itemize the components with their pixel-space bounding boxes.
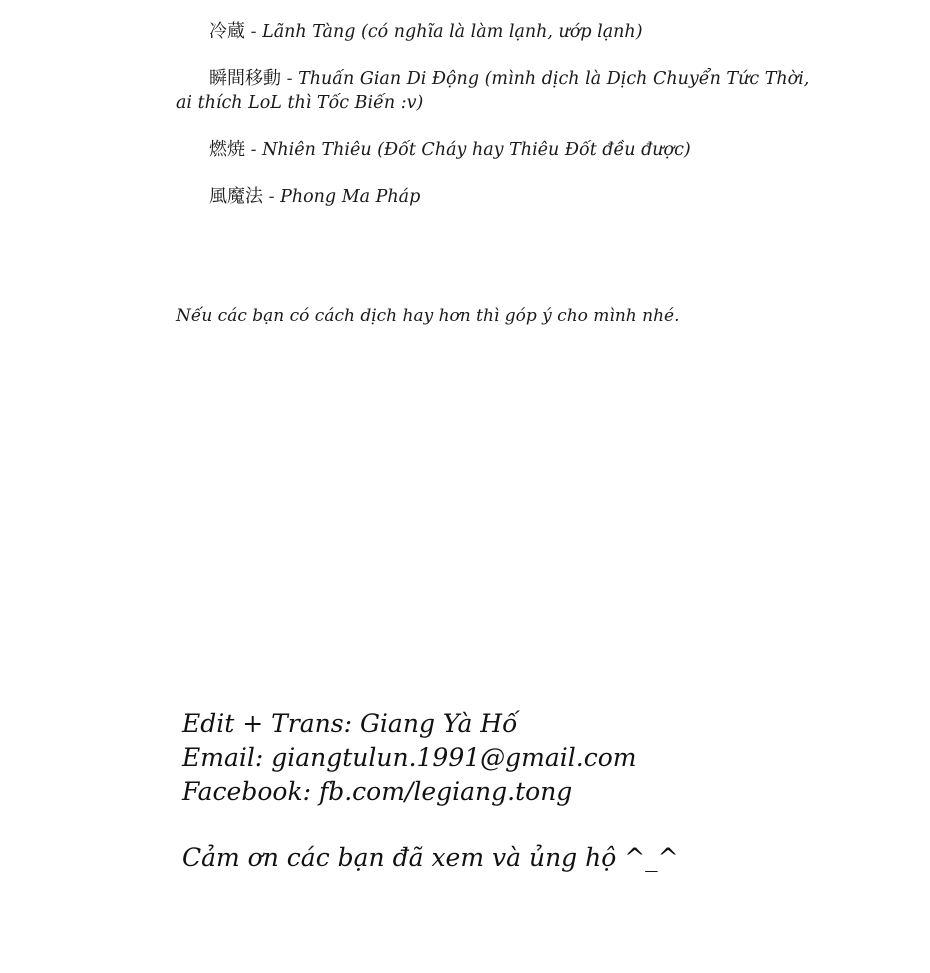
glossary-entry	[176, 138, 816, 162]
glossary-term: 瞬間移動	[209, 68, 281, 89]
credit-edit-trans: Edit + Trans: Giang Yà Hố	[182, 709, 518, 738]
glossary-meaning: Thuấn Gian Di Động (mình dịch là Dịch Chuyển Tức Thời, ai thích LoL thì Tốc Biến :v)	[176, 69, 810, 113]
glossary-entry	[176, 20, 816, 44]
glossary-separator: -	[250, 140, 257, 160]
credits-block	[182, 707, 679, 875]
glossary-meaning: Phong Ma Pháp	[280, 187, 421, 207]
glossary-separator: -	[268, 187, 275, 207]
glossary-meaning: Lãnh Tàng (có nghĩa là làm lạnh, ướp lạnh)	[262, 22, 643, 42]
translation-feedback-note: Nếu các bạn có cách dịch hay hơn thì góp ý cho mình nhé.	[176, 306, 680, 326]
glossary-entry	[176, 185, 816, 209]
credit-email: Email: giangtulun.1991@gmail.com	[182, 743, 637, 772]
glossary-entry	[176, 67, 816, 115]
glossary-term: 冷蔵	[209, 21, 245, 42]
thanks-message: Cảm ơn các bạn đã xem và ủng hộ ^_^	[182, 843, 679, 872]
glossary-list	[176, 20, 816, 232]
glossary-term: 燃焼	[209, 139, 245, 160]
glossary-term: 風魔法	[209, 186, 263, 207]
glossary-separator: -	[286, 69, 293, 89]
glossary-meaning: Nhiên Thiêu (Đốt Cháy hay Thiêu Đốt đều được)	[262, 140, 691, 160]
glossary-separator: -	[250, 22, 257, 42]
credit-facebook: Facebook: fb.com/legiang.tong	[182, 777, 573, 806]
